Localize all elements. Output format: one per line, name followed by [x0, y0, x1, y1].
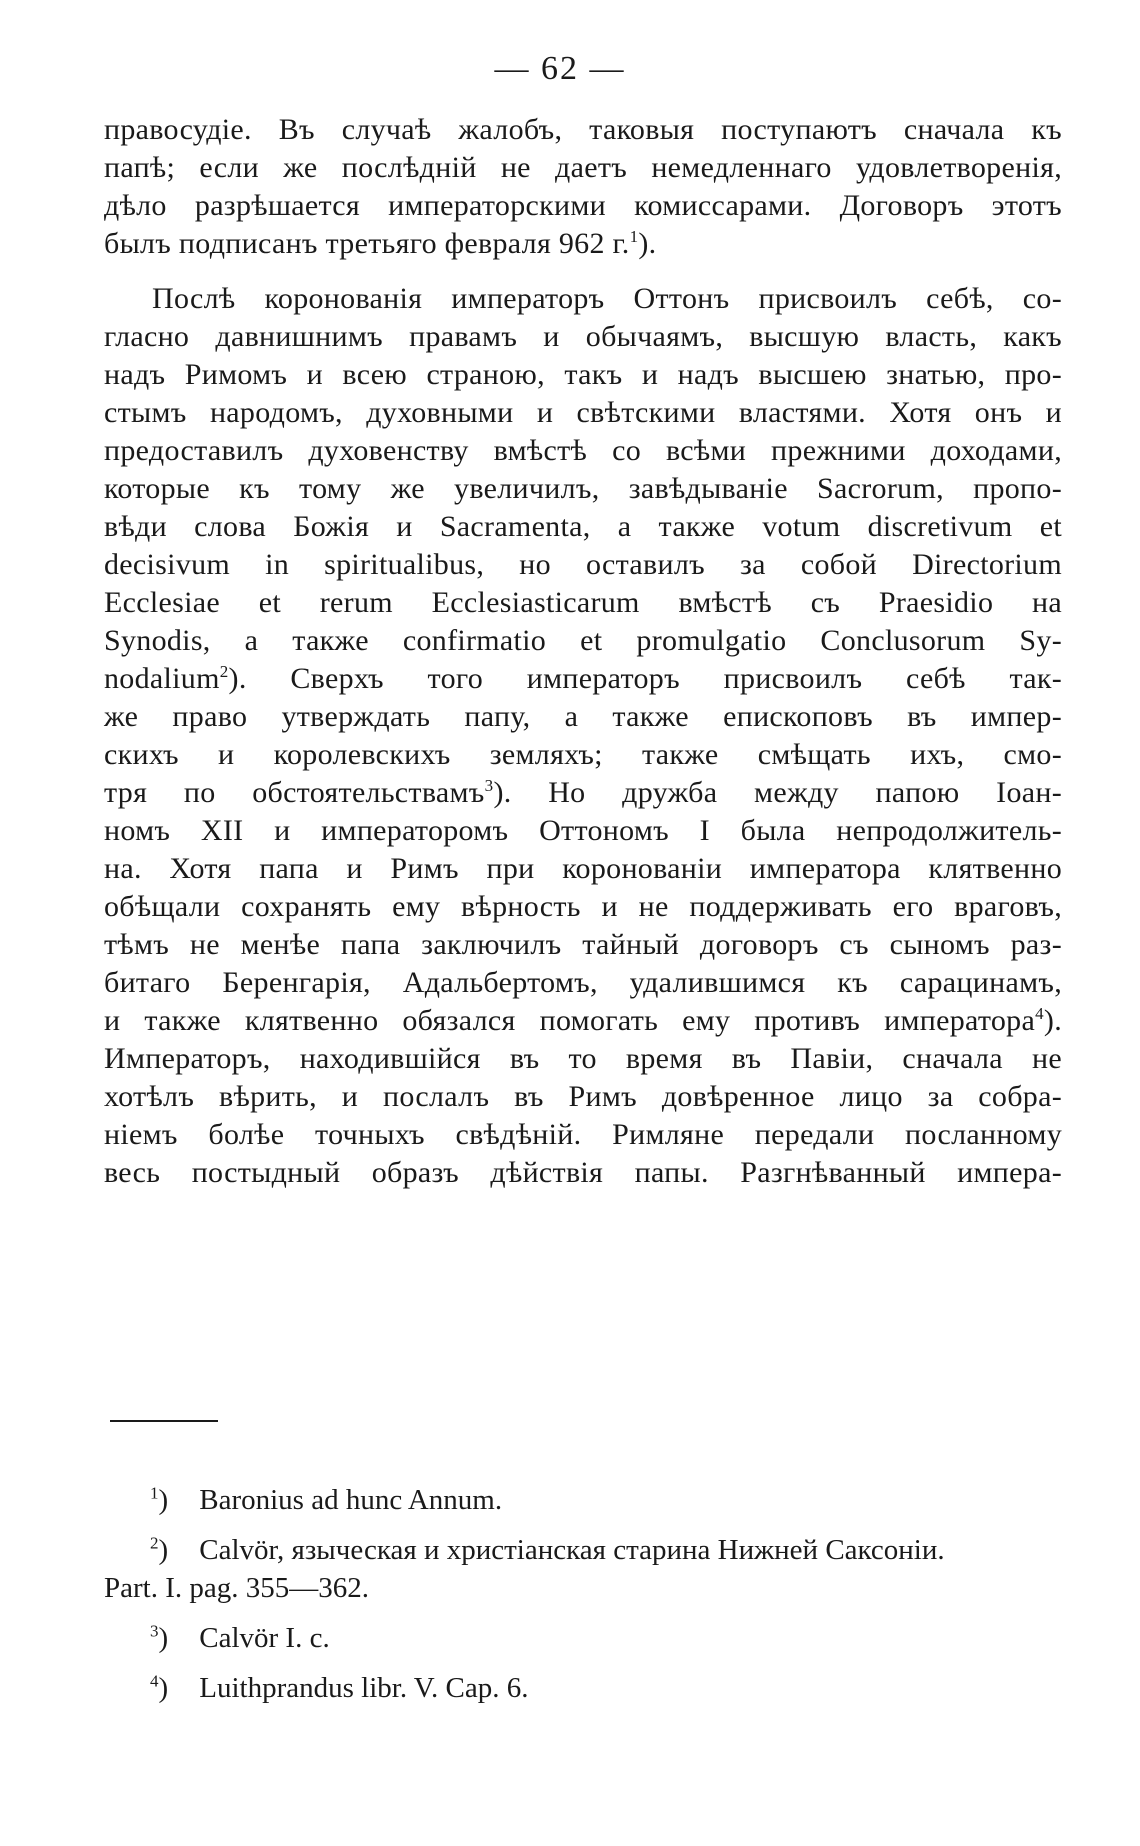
footnote-ref-2: 2 — [219, 662, 229, 681]
text-line: Послѣ коронованія императоръ Оттонъ присвоилъ себѣ, со- — [152, 282, 1062, 315]
footnote-2 — [150, 1532, 945, 1568]
footnote-text: Calvör, языческая и христіанская старина Нижней Саксоніи. — [199, 1534, 945, 1566]
text-line: битаго Беренгарія, Адальбертомъ, удалившимся къ сарацинамъ, — [104, 966, 1062, 999]
text-line: номъ XII и императоромъ Оттономъ I была непродолжитель- — [104, 814, 1062, 847]
footnote-ref-3: 3 — [484, 776, 494, 795]
text-line: дѣло разрѣшается императорскими комиссарами. Договоръ этотъ — [104, 189, 1062, 222]
text-line — [104, 1002, 1062, 1040]
footnote-text: Luithprandus libr. V. Cap. 6. — [199, 1672, 529, 1704]
text-line — [104, 660, 1062, 698]
text-line: ніемъ болѣе точныхъ свѣдѣній. Римляне передали посланному — [104, 1118, 1062, 1151]
text-span: и также клятвенно обязался помогать ему противъ императора — [104, 1004, 1036, 1037]
footnote-divider — [110, 1420, 218, 1422]
footnote-mark: $^4$) — [150, 1671, 169, 1704]
text-line: правосудіе. Въ случаѣ жалобъ, таковыя поступаютъ сначала къ — [104, 113, 1062, 146]
text-line: же право утверждать папу, а также епископовъ въ импер- — [104, 700, 1062, 733]
text-line: весь постыдный образъ дѣйствія папы. Разгнѣванный импера- — [104, 1156, 1062, 1189]
footnote-number: 4 — [150, 1671, 159, 1691]
text-line: Ecclesiae et rerum Ecclesiasticarum вмѣстѣ съ Praesidio на — [104, 586, 1062, 619]
text-span: ). — [1043, 1004, 1062, 1037]
text-span: тря по обстоятельствамъ — [104, 776, 485, 809]
text-line: гласно давнишнимъ правамъ и обычаямъ, высшую власть, какъ — [104, 320, 1062, 353]
footnote-number: 2 — [150, 1533, 159, 1553]
footnote-mark: $^2$) — [150, 1533, 169, 1566]
text-line: стымъ народомъ, духовными и свѣтскими властями. Хотя онъ и — [104, 396, 1062, 429]
text-span: ). Но дружба между папою Іоан- — [493, 776, 1063, 809]
footnote-mark: $^3$) — [150, 1621, 169, 1654]
footnote-ref-4: 4 — [1035, 1004, 1044, 1023]
text-line: надъ Римомъ и всею страною, такъ и надъ высшею знатью, про- — [104, 358, 1062, 391]
text-span: ). Сверхъ того императоръ присвоилъ себѣ так- — [228, 662, 1062, 695]
text-line: decisivum in spiritualibus, но оставилъ за собой Directorium — [104, 548, 1062, 581]
text-line: которые къ тому же увеличилъ, завѣдываніе Sacrorum, пропо- — [104, 472, 1062, 505]
text-line: предоставилъ духовенству вмѣстѣ со всѣми прежними доходами, — [104, 434, 1062, 467]
text-line: скихъ и королевскихъ земляхъ; также смѣщать ихъ, смо- — [104, 738, 1062, 771]
footnote-number: 1 — [150, 1483, 159, 1503]
text-span: nodalium — [104, 662, 220, 695]
footnote-3 — [150, 1620, 330, 1656]
text-line: Synodis, а также confirmatio et promulgatio Conclusorum Sy- — [104, 624, 1062, 657]
footnote-number: 3 — [150, 1621, 159, 1641]
text-line: хотѣлъ вѣрить, и послалъ въ Римъ довѣренное лицо за собра- — [104, 1080, 1062, 1113]
text-line — [104, 225, 1062, 263]
text-line: вѣди слова Божія и Sacramenta, а также votum discretivum et — [104, 510, 1062, 543]
text-line — [104, 774, 1062, 812]
text-line: обѣщали сохранять ему вѣрность и не поддерживать его враговъ, — [104, 890, 1062, 923]
footnote-text: Calvör I. c. — [199, 1622, 330, 1654]
text-line: Императоръ, находившійся въ то время въ Павіи, сначала не — [104, 1042, 1062, 1075]
footnote-ref-1: 1 — [629, 227, 639, 246]
text-span: ). — [638, 227, 657, 260]
page-number: — 62 — — [494, 50, 626, 87]
footnote-text: Baronius ad hunc Annum. — [199, 1484, 503, 1516]
text-line: на. Хотя папа и Римъ при коронованіи императора клятвенно — [104, 852, 1062, 885]
footnote-4 — [150, 1670, 528, 1706]
text-line: папѣ; если же послѣдній не даетъ немедленнаго удовлетворенія, — [104, 151, 1062, 184]
text-line: тѣмъ не менѣе папа заключилъ тайный договоръ съ сыномъ раз- — [104, 928, 1062, 961]
footnote-2-continued — [104, 1570, 369, 1606]
footnote-1 — [150, 1482, 502, 1518]
text-span: былъ подписанъ третьяго февраля 962 г. — [104, 227, 630, 260]
footnote-mark: $^1$) — [150, 1483, 169, 1516]
footnote-text: Part. I. pag. 355—362. — [104, 1572, 369, 1604]
